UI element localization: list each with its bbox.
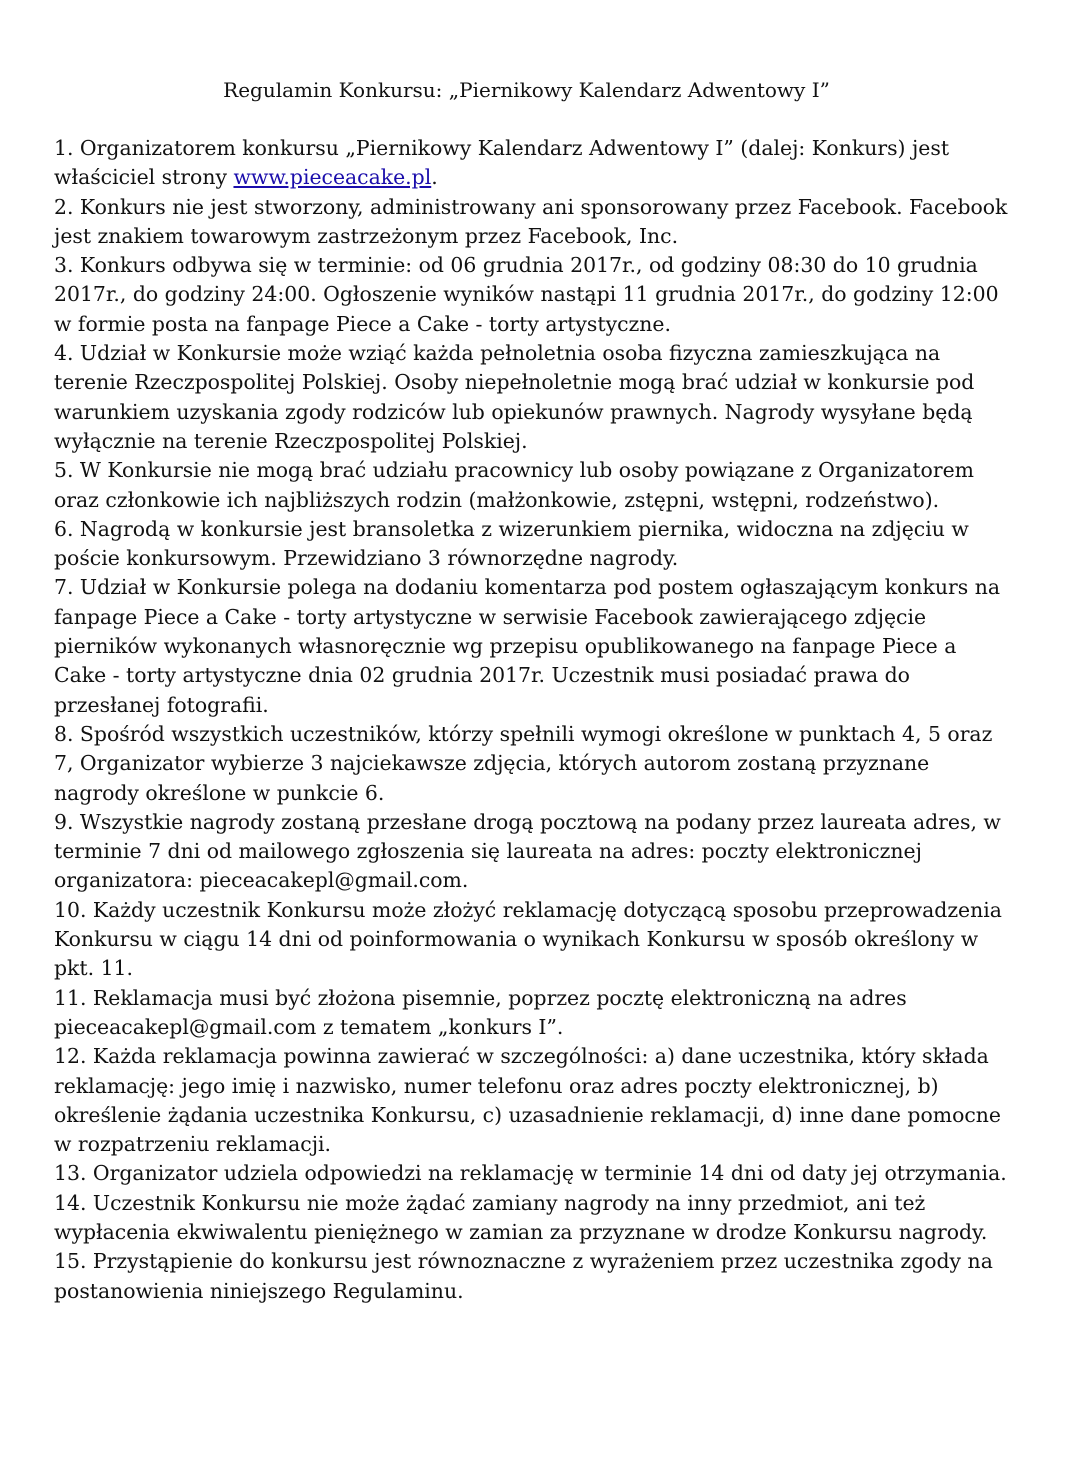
website-link[interactable]: www.pieceacake.pl: [233, 165, 432, 190]
rule-item-9: 9. Wszystkie nagrody zostaną przesłane drogą pocztową na podany przez laureata adres, w terminie 7 dni od mailowego zgłoszenia się laureata na adres: poczty elektronicznej organizatora: pieceacakepl@gmail.com.: [54, 809, 1001, 893]
rule-item-8: 8. Spośród wszystkich uczestników, którzy spełnili wymogi określone w punktach 4, 5 oraz 7, Organizator wybierze 3 najciekawsze zdjęcia, których autorom zostaną przyznane nagrody określone w punkcie 6.: [54, 721, 993, 805]
rule-item-15: 15. Przystąpienie do konkursu jest równoznaczne z wyrażeniem przez uczestnika zgody na postanowienia niniejszego Regulaminu.: [54, 1249, 993, 1303]
rule-item-2: 2. Konkurs nie jest stworzony, administrowany ani sponsorowany przez Facebook. Facebook jest znakiem towarowym zastrzeżonym przez Facebook, Inc.: [54, 194, 1008, 248]
document-title: Regulamin Konkursu: „Piernikowy Kalendarz Adwentowy I”: [223, 78, 830, 102]
rule-item-11: 11. Reklamacja musi być złożona pisemnie, poprzez pocztę elektroniczną na adres pieceacakepl@gmail.com z tematem „konkurs I”.: [54, 985, 907, 1039]
rule-item-5: 5. W Konkursie nie mogą brać udziału pracownicy lub osoby powiązane z Organizatorem oraz członkowie ich najbliższych rodzin (małżonkowie, zstępni, wstępni, rodzeństwo).: [54, 458, 974, 512]
rule-item-6: 6. Nagrodą w konkursie jest bransoletka z wizerunkiem piernika, widoczna na zdjęciu w poście konkursowym. Przewidziano 3 równorzędne nagrody.: [54, 516, 969, 571]
rule-item-10: 10. Każdy uczestnik Konkursu może złożyć reklamację dotyczącą sposobu przeprowadzenia Konkursu w ciągu 14 dni od poinformowania o wynikach Konkursu w sposób określony w pkt. 11.: [54, 897, 1002, 981]
rule-item-14: 14. Uczestnik Konkursu nie może żądać zamiany nagrody na inny przedmiot, ani też wypłacenia ekwiwalentu pieniężnego w zamian za przyznane w drodze Konkursu nagrody.: [54, 1190, 988, 1244]
rule-item-1-text: 1. Organizatorem konkursu „Piernikowy Kalendarz Adwentowy I” (dalej: Konkurs) jest właściciel strony: [54, 136, 950, 190]
rule-item-1-end: .: [431, 165, 438, 190]
rule-item-4: 4. Udział w Konkursie może wziąć każda pełnoletnia osoba fizyczna zamieszkująca na terenie Rzeczpospolitej Polskiej. Osoby niepełnoletnie mogą brać udział w konkursie pod warunkiem uzyskania zgody rodziców lub opiekunów prawnych. Nagrody wysyłane będą wyłącznie na terenie Rzeczpospolitej Polskiej.: [54, 341, 975, 453]
rule-item-7: 7. Udział w Konkursie polega na dodaniu komentarza pod postem ogłaszającym konkurs na fanpage Piece a Cake - torty artystyczne w serwisie Facebook zawierającego zdjęcie pierników wykonanych własnoręcznie wg przepisu opublikowanego na fanpage Piece a Cake - torty artystyczne dnia 02 grudnia 2017r. Uczestnik musi posiadać prawa do przesłanej fotografii.: [54, 575, 1000, 717]
rule-item-3: 3. Konkurs odbywa się w terminie: od 06 grudnia 2017r., od godziny 08:30 do 10 grudnia 2017r., do godziny 24:00. Ogłoszenie wyników nastąpi 11 grudnia 2017r., do godziny 12:00 w formie posta na fanpage Piece a Cake - torty artystyczne.: [54, 253, 999, 336]
rule-item-1: [54, 134, 1014, 193]
rules-list: [54, 134, 1014, 1306]
rule-item-12: 12. Każda reklamacja powinna zawierać w szczególności: a) dane uczestnika, który składa reklamację: jego imię i nazwisko, numer telefonu oraz adres poczty elektronicznej, b) określenie żądania uczestnika Konkursu, c) uzasadnienie reklamacji, d) inne dane pomocne w rozpatrzeniu reklamacji.: [54, 1044, 1001, 1157]
rule-item-13: 13. Organizator udziela odpowiedzi na reklamację w terminie 14 dni od daty jej otrzymania.: [54, 1161, 1007, 1186]
